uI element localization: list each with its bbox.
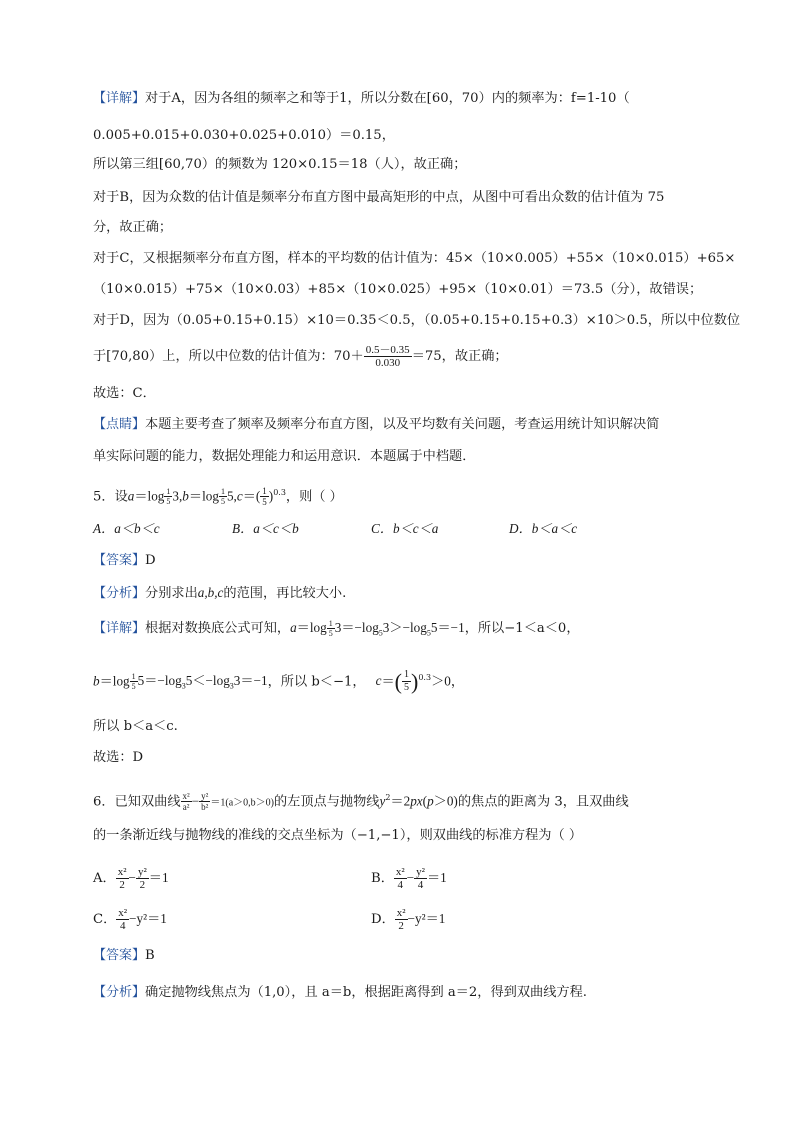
comment-tag: 【点睛】	[93, 417, 146, 432]
q5-option-c[interactable]: C．b＜c＜a	[371, 521, 439, 536]
detail-tag: 【详解】	[93, 621, 146, 636]
fraction: $\frac{\text{y²}}{2}$	[137, 866, 147, 891]
q4-detail-line-4: 对于B，因为众数的估计值是频率分布直方图中最高矩形的中点，从图中可看出众数的估计值为 75	[93, 190, 665, 205]
q4-detail-line-3: 所以第三组[60,70）的频数为 120×0.15＝18（人），故正确；	[93, 157, 467, 172]
q4-detail-line-7: （10×0.015）+75×（10×0.03）+85×（10×0.025）+95×（10×0.01）＝73.5（分），故错误；	[93, 282, 703, 297]
q6-analysis	[93, 983, 714, 1003]
q6-option-c[interactable]: C． $\frac{\text{x²}}{4}$ −y²＝1	[93, 907, 167, 932]
q5-option-a[interactable]: A．a＜b＜c	[93, 521, 160, 536]
base-fraction: $\frac{1}{5}$	[166, 487, 171, 507]
analysis-tag: 【分析】	[93, 985, 146, 1000]
q5-option-b[interactable]: B．a＜c＜b	[232, 521, 299, 536]
text: 对于A，因为各组的频率之和等于1，所以分数在[60，70）内的频率为：f=1-10（	[145, 91, 630, 106]
q6-option-d[interactable]: D． $\frac{\text{x²}}{2}$ −y²＝1	[371, 907, 446, 932]
q6-stem-line-2: 的一条渐近线与抛物线的准线的交点坐标为（−1,−1），则双曲线的标准方程为（ ）	[93, 828, 583, 843]
text: 本题主要考查了频率及频率分布直方图，以及平均数有关问题，考查运用统计知识解决简	[145, 417, 660, 432]
q5-formula: a	[127, 488, 135, 504]
text: 的左顶点与抛物线	[273, 794, 380, 810]
q4-comment-line-1	[93, 415, 714, 435]
detail-tag: 【详解】	[93, 91, 146, 106]
numerator: 0.5－0.35	[365, 344, 410, 356]
text: ，所以 b＜−1，	[267, 674, 366, 690]
text: ＝75，故正确；	[411, 349, 508, 364]
option-label: B．	[371, 871, 394, 886]
q5-detail-line-2: b＝log $\frac{1}{5}$ $5=-\log_35<-\log_33=-1$，所以 b＜−1， c＝( $\frac{1}{5}$ )$^{0.3}$＞0，	[93, 668, 465, 694]
q5-conclusion: 所以 b＜a＜c.	[93, 719, 178, 734]
answer-tag: 【答案】	[93, 553, 146, 568]
q5-choice: 故选：D	[93, 750, 144, 765]
analysis-tag: 【分析】	[93, 586, 146, 601]
text: ，所以−1＜a＜0，	[464, 621, 580, 636]
formula-a: a	[290, 620, 297, 635]
text: ，	[450, 674, 465, 690]
text: 分别求出	[145, 586, 198, 601]
variables: a,b,c	[197, 585, 224, 600]
text: 6．已知双曲线	[93, 794, 181, 810]
text: 确定抛物线焦点为（1,0），且 a＝b，根据距离得到 a＝2，得到双曲线方程.	[145, 985, 587, 1000]
q4-comment-line-2: 单实际问题的能力，数据处理能力和运用意识．本题属于中档题．	[93, 449, 476, 464]
q4-detail-line-2: 0.005+0.015+0.030+0.025+0.010）＝0.15，	[93, 128, 395, 143]
fraction: $\frac{\text{x²}}{2}$	[117, 866, 127, 891]
fraction: $\frac{\text{y²}}{4}$	[416, 866, 425, 891]
text: ，则（ ）	[285, 489, 343, 505]
option-label: C．	[93, 912, 117, 927]
q4-detail-line-6: 对于C，又根据频率分布直方图，样本的平均数的估计值为：45×（10×0.005）+55×（10×0.015）+65×	[93, 251, 736, 266]
q4-detail-line-9	[93, 344, 714, 369]
base-fraction: $\frac{1}{5}$	[131, 672, 136, 692]
option-label: A．	[93, 871, 116, 886]
q6-stem-line-1: 6．已知双曲线 $\frac{\text{x²}}{\text{a²}}$ − $\frac{\text{y²}}{\text{b²}}$ ＝1(a＞0,b＞0)的左顶点与抛物线$y^2=2px(p>0)$的焦点的距离为 3，且双曲线	[93, 791, 629, 813]
fraction: $\frac{\text{x²}}{\text{a²}}$	[182, 791, 190, 813]
text: 于[70,80）上，所以中位数的估计值为：70＋	[93, 349, 364, 364]
fraction	[364, 344, 412, 369]
denominator: 0.030	[375, 357, 401, 369]
fraction: $\frac{1}{5}$	[262, 486, 267, 508]
text: 根据对数换底公式可知，	[145, 621, 291, 636]
option-label: D．	[371, 912, 395, 927]
q4-choice: 故选：C．	[93, 386, 156, 401]
q5-analysis	[93, 583, 714, 604]
text: 的范围，再比较大小.	[223, 586, 347, 601]
answer-tag: 【答案】	[93, 948, 146, 963]
q4-detail-line-5: 分，故正确；	[93, 220, 173, 235]
q4-detail-line-1	[93, 89, 714, 109]
base-fraction: $\frac{1}{5}$	[328, 619, 333, 638]
q5-detail-line-1: 【详解】根据对数换底公式可知，a＝log $\frac{1}{5}$ $3=-\log_53>-\log_55=-1$，所以−1＜a＜0，	[93, 619, 580, 638]
q5-answer	[93, 551, 714, 571]
q5-option-d[interactable]: D．b＜a＜c	[509, 521, 578, 536]
q5-stem: 5．设a＝log $\frac{1}{5}$ 3,b＝log $\frac{1}{5}$ 5,c＝( $\frac{1}{5}$ )$^{0.3}$，则（ ）	[93, 486, 343, 508]
fraction: $\frac{\text{y²}}{\text{b²}}$	[201, 791, 209, 813]
fraction: $\frac{1}{5}$	[404, 669, 409, 694]
fraction: $\frac{\text{x²}}{2}$	[396, 907, 406, 932]
q6-option-b[interactable]: B． $\frac{\text{x²}}{4}$ − $\frac{\text{y²}}{4}$ ＝1	[371, 866, 447, 891]
text: 的焦点的距离为 3，且双曲线	[457, 794, 629, 810]
q6-answer	[93, 946, 714, 966]
answer-value: D	[145, 553, 156, 568]
q4-detail-line-8: 对于D，因为（0.05+0.15+0.15）×10＝0.35＜0.5，（0.05+0.15+0.15+0.3）×10＞0.5，所以中位数位	[93, 313, 741, 328]
fraction: $\frac{\text{x²}}{4}$	[395, 866, 405, 891]
text: 5．设	[93, 489, 128, 505]
q6-option-a[interactable]: A． $\frac{\text{x²}}{2}$ − $\frac{\text{y²}}{2}$ ＝1	[93, 866, 169, 891]
base-fraction: $\frac{1}{5}$	[220, 487, 225, 507]
fraction: $\frac{\text{x²}}{4}$	[118, 907, 128, 932]
answer-value: B	[145, 948, 155, 963]
